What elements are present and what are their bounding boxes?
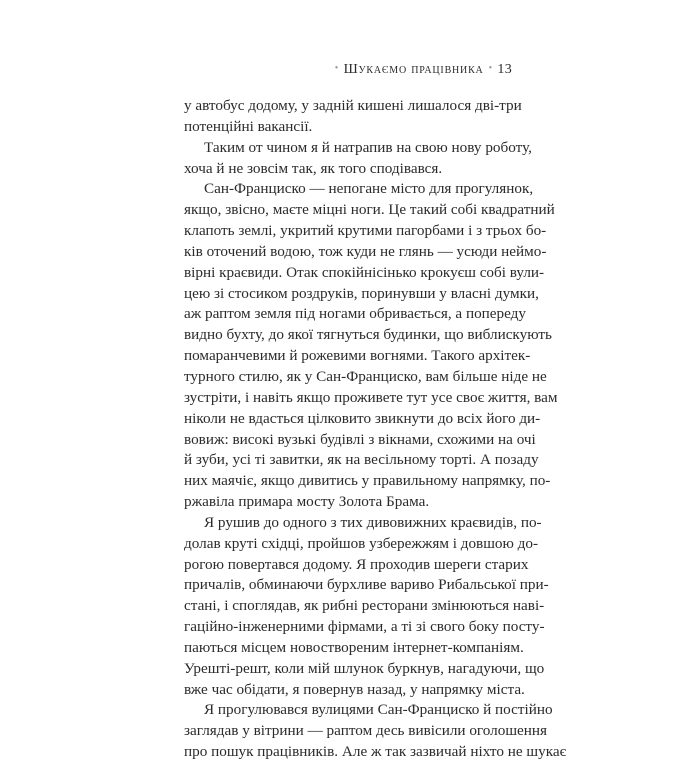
text-line: якщо, звісно, маєте міцні ноги. Це такий собі квадратний — [184, 201, 555, 219]
text-line: вже час обідати, я повернув назад, у напрямку міста. — [184, 680, 525, 698]
text-line: вовиж: високі вузькі будівлі з вікнами, схожими на очі — [184, 430, 536, 448]
text-line: помаранчевими й рожевими вогнями. Такого архітек- — [184, 347, 531, 365]
text-line: зустріти, і навіть якщо проживете тут усе своє життя, вам — [184, 388, 558, 406]
text-line: долав круті східці, пройшов узбережжям і довшою до- — [184, 534, 539, 552]
text-line: Я прогулювався вулицями Сан-Франциско й постійно — [204, 701, 553, 719]
text-line: хоча й не зовсім так, як того сподівався. — [184, 159, 443, 177]
text-line: Я рушив до одного з тих дивовижних краєвидів, по- — [204, 513, 542, 531]
text-line: клапоть землі, укритий крутими пагорбами і з трьох бо- — [184, 222, 547, 240]
text-line: аж раптом земля під ногами обривається, а попереду — [184, 305, 526, 323]
text-line: Сан-Франциско — непогане місто для прогулянок, — [204, 180, 534, 198]
text-line: ржавіла примара мосту Золота Брама. — [184, 493, 430, 511]
text-line: цею зі стосиком роздруків, поринувши у власні думки, — [184, 284, 539, 302]
text-line: ків оточений водою, тож куди не глянь — усюди неймо- — [184, 242, 547, 260]
text-line: й зуби, усі ті завитки, як на весільному торті. А позаду — [184, 451, 539, 469]
text-line: у автобус додому, у задній кишені лишалося дві-три — [184, 97, 522, 114]
text-line: Урешті-решт, коли мій шлунок буркнув, нагадуючи, що — [184, 659, 545, 677]
text-line: заглядав у вітрини — раптом десь вивісили оголошення — [184, 722, 548, 740]
running-header — [330, 62, 512, 78]
text-line: причалів, обминаючи бурхливе вариво Рибальської при- — [184, 576, 549, 594]
text-line: рогою повертався додому. Я проходив шереги старих — [184, 555, 529, 573]
page-body-text — [184, 96, 567, 763]
running-title: Шукаємо працівника — [343, 62, 484, 77]
text-line: видно бухту, до якої тягнуться будинки, що виблискують — [184, 326, 552, 344]
text-line: про пошук працівників. Але ж так зазвичай ніхто не шукає — [184, 743, 567, 761]
text-line: вірні краєвиди. Отак спокійнісінько крокуєш собі вули- — [184, 263, 545, 281]
text-line: ніколи не вдасться цілковито звикнути до всіх його ди- — [184, 409, 541, 427]
text-line: турного стилю, як у Сан-Франциско, вам більше ніде не — [184, 367, 547, 385]
bullet-separator: • — [488, 63, 493, 74]
text-line: гаційно-інженерними фірмами, а ті зі свого боку посту- — [184, 618, 545, 636]
text-line: Таким от чином я й натрапив на свою нову роботу, — [204, 138, 532, 156]
text-line: них маячіє, якщо дивитись у правильному напрямку, по- — [184, 472, 551, 490]
text-line: потенційні вакансії. — [184, 117, 313, 135]
text-line: паються місцем новоствореним інтернет-компаніям. — [184, 638, 524, 656]
text-line: стані, і споглядав, як рибні ресторани змінюються наві- — [184, 597, 545, 615]
page-number: 13 — [497, 62, 512, 77]
bullet-separator: • — [334, 63, 339, 74]
